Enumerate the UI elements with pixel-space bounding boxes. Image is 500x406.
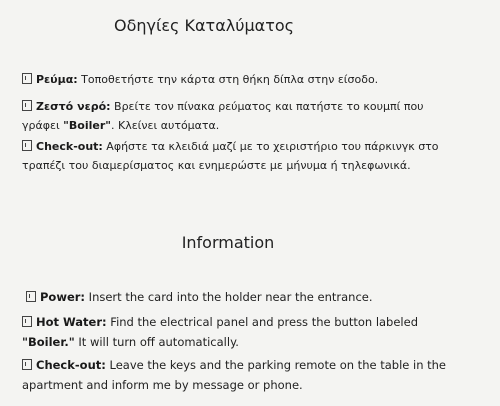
greek-hot-water-quoted: "Boiler": [63, 119, 112, 132]
english-hot-water-label: Hot Water:: [36, 315, 107, 329]
greek-item-checkout: [22, 137, 462, 175]
english-power-text: Insert the card into the holder near the entrance.: [85, 290, 373, 304]
english-power-label: Power:: [40, 290, 86, 304]
greek-hot-water-text: Βρείτε τον πίνακα ρεύματος και πατήστε το κουμπί που γράφει: [22, 100, 424, 132]
missing-glyph-box-icon: [22, 100, 32, 111]
greek-checkout-text: Αφήστε τα κλειδιά μαζί με το χειριστήριο του πάρκινγκ στο τραπέζι του διαμερίσματος και ενημερώστε με μήνυμα ή τηλεφωνικά.: [22, 140, 439, 172]
missing-glyph-box-icon: [22, 316, 32, 327]
missing-glyph-box-icon: [26, 291, 36, 302]
greek-checkout-label: Check-out:: [36, 140, 103, 153]
english-hot-water-text: Find the electrical panel and press the button labeled: [106, 315, 419, 329]
english-title: Information: [181, 233, 275, 252]
greek-item-hot-water: [22, 97, 452, 135]
missing-glyph-box-icon: [22, 73, 32, 84]
greek-item-power: [22, 70, 482, 89]
greek-power-text: Τοποθετήστε την κάρτα στη θήκη δίπλα στην είσοδο.: [77, 73, 379, 86]
missing-glyph-box-icon: [22, 140, 32, 151]
greek-hot-water-text2: . Κλείνει αυτόματα.: [111, 119, 220, 132]
english-item-hot-water: [22, 312, 472, 352]
greek-hot-water-label: Ζεστό νερό:: [36, 100, 111, 113]
missing-glyph-box-icon: [22, 359, 32, 370]
english-item-power: [26, 287, 486, 307]
greek-power-label: Ρεύμα:: [36, 73, 78, 86]
greek-title: Οδηγίες Καταλύματος: [113, 16, 294, 35]
english-hot-water-text2: It will turn off automatically.: [74, 335, 239, 349]
english-hot-water-quoted: "Boiler.": [22, 335, 75, 349]
english-checkout-label: Check-out:: [36, 358, 106, 372]
english-checkout-text: Leave the keys and the parking remote on the table in the apartment and inform me by message or phone.: [22, 358, 447, 392]
english-item-checkout: [22, 355, 474, 395]
